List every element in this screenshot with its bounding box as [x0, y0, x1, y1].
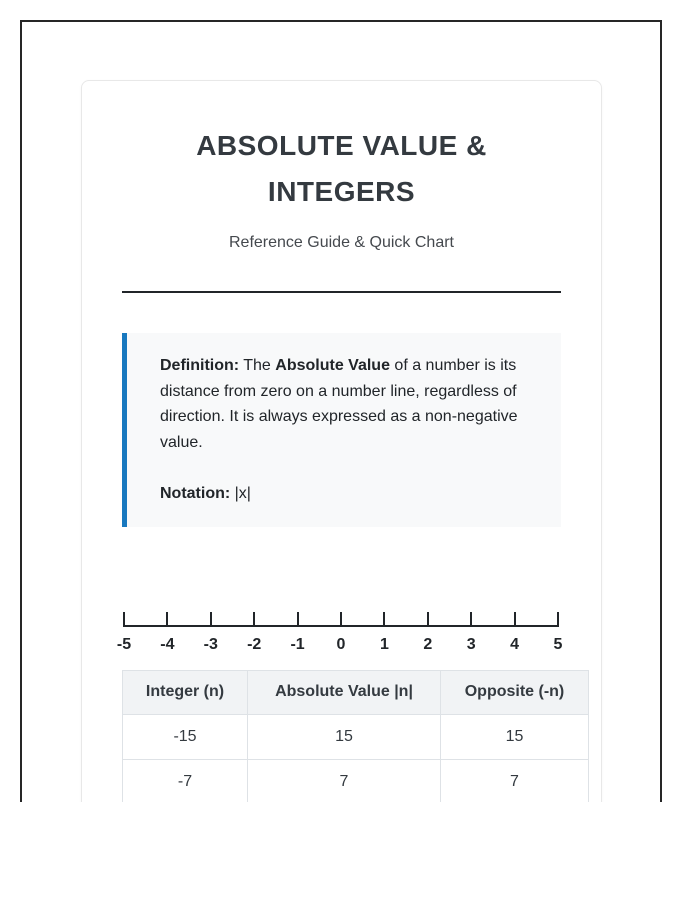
table-cell: 15 — [248, 714, 441, 759]
notation-label: Notation: — [160, 485, 231, 502]
page-title — [122, 123, 561, 215]
number-line-label: -1 — [290, 635, 305, 653]
page-subtitle: Reference Guide & Quick Chart — [229, 234, 454, 251]
number-line — [116, 612, 563, 656]
number-line-label: -4 — [160, 635, 175, 653]
table-header-cell: Absolute Value |n| — [248, 670, 441, 714]
table-header-cell: Opposite (-n) — [441, 670, 589, 714]
definition-term: Absolute Value — [275, 357, 390, 374]
number-line-label: -5 — [116, 635, 132, 653]
number-line-label: 5 — [553, 635, 563, 653]
definition-label: Definition: — [160, 357, 240, 374]
number-line-tick — [427, 612, 429, 627]
number-line-label: -3 — [203, 635, 218, 653]
page-title-line2: INTEGERS — [267, 176, 416, 207]
table-row — [123, 714, 589, 759]
table-header-cell: Integer (n) — [123, 670, 248, 714]
reference-table — [122, 670, 589, 803]
number-line-label: 0 — [336, 635, 346, 653]
number-line-label: 2 — [423, 635, 433, 653]
notation-paragraph — [160, 481, 533, 507]
number-line-tick — [383, 612, 385, 627]
notation-value: |x| — [230, 485, 251, 502]
number-line-label: 3 — [466, 635, 476, 653]
number-line-tick — [253, 612, 255, 627]
definition-text-before: The — [239, 357, 276, 374]
table-cell: 7 — [441, 759, 589, 802]
definition-paragraph — [160, 353, 533, 455]
number-line-tick — [514, 612, 516, 627]
divider-rule — [122, 291, 561, 293]
table-head — [123, 670, 589, 714]
table-cell: -7 — [123, 759, 248, 802]
number-line-tick — [557, 612, 559, 627]
table-header-row — [123, 670, 589, 714]
definition-box — [122, 333, 561, 527]
table-cell: 7 — [248, 759, 441, 802]
number-line-tick — [470, 612, 472, 627]
page-frame — [20, 20, 662, 802]
number-line-tick — [210, 612, 212, 627]
number-line-label: 4 — [510, 635, 520, 653]
number-line-tick — [297, 612, 299, 627]
number-line-tick — [123, 612, 125, 627]
number-line-tick — [340, 612, 342, 627]
number-line-label: 1 — [379, 635, 389, 653]
definition-text-after: of a number is its distance from zero on a number line, regardless of direction. It is always expressed as a non-negative value. — [160, 357, 518, 451]
page-title-line1: ABSOLUTE VALUE & — [196, 130, 487, 161]
document-card — [81, 80, 602, 802]
table-cell: 15 — [441, 714, 589, 759]
number-line-label: -2 — [247, 635, 262, 653]
table-row — [123, 759, 589, 802]
number-line-tick — [166, 612, 168, 627]
table-body — [123, 714, 589, 802]
table-cell: -15 — [123, 714, 248, 759]
